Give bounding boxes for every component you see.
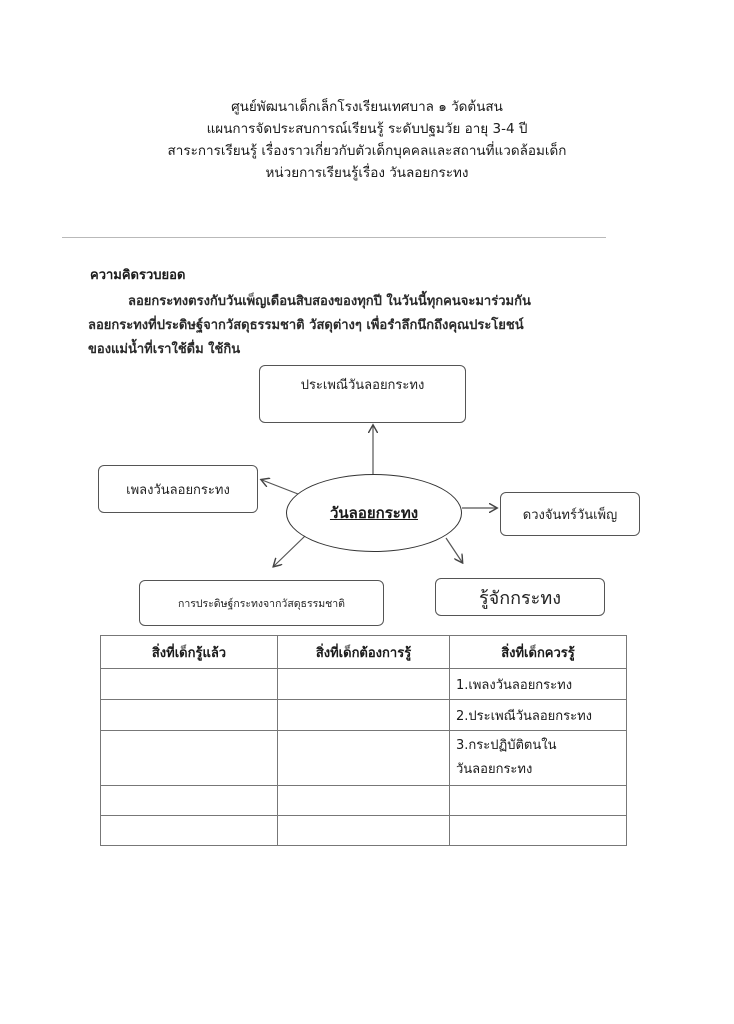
table-row <box>101 669 627 700</box>
mindmap-node-left <box>98 465 258 513</box>
table-cell <box>101 669 278 700</box>
header-line-4: หน่วยการเรียนรู้เรื่อง วันลอยกระทง <box>265 165 469 181</box>
arrow-left <box>262 480 298 494</box>
mindmap-node-bottom-right <box>435 578 605 616</box>
header-line-1: ศูนย์พัฒนาเด็กเล็กโรงเรียนเทศบาล ๑ วัดต้นสน <box>231 99 503 115</box>
table-cell <box>101 700 278 731</box>
table-row <box>101 786 627 816</box>
table-cell <box>101 816 278 846</box>
table-cell <box>278 700 450 731</box>
header-line-3: สาระการเรียนรู้ เรื่องราวเกี่ยวกับตัวเด็กบุคคลและสถานที่แวดล้อมเด็ก <box>167 143 567 159</box>
table-cell: 1.เพลงวันลอยกระทง <box>450 669 627 700</box>
should-know-3-line-2: วันลอยกระทง <box>456 762 533 777</box>
header-should-know: สิ่งที่เด็กควรรู้ <box>450 636 627 669</box>
table-cell <box>101 731 278 786</box>
table-cell <box>450 786 627 816</box>
mindmap-node-left-label: เพลงวันลอยกระทง <box>126 482 230 498</box>
mindmap-node-right <box>500 492 640 536</box>
table-header-row <box>101 636 627 669</box>
table-row <box>101 816 627 846</box>
table-row <box>101 700 627 731</box>
should-know-3-line-1: 3.กระปฏิบัติตนใน <box>456 738 557 753</box>
table-cell <box>101 786 278 816</box>
mindmap-center <box>286 474 462 552</box>
table-cell <box>450 816 627 846</box>
header-want-to-know: สิ่งที่เด็กต้องการรู้ <box>278 636 450 669</box>
kwl-table <box>100 635 627 846</box>
concept-line-1: ลอยกระทงตรงกับวันเพ็ญเดือนสิบสองของทุกปี ในวันนี้ทุกคนจะมาร่วมกัน <box>128 294 531 309</box>
concept-title: ความคิดรวบยอด <box>90 268 186 283</box>
mindmap-node-top <box>259 365 466 423</box>
arrow-bottom-left <box>274 536 305 566</box>
header-known: สิ่งที่เด็กรู้แล้ว <box>101 636 278 669</box>
table-cell <box>278 669 450 700</box>
mindmap-center-label: วันลอยกระทง <box>329 504 419 522</box>
concept-line-2: ลอยกระทงที่ประดิษฐ์จากวัสดุธรรมชาติ วัสดุต่างๆ เพื่อรำลึกนึกถึงคุณประโยชน์ <box>88 318 524 333</box>
mindmap-node-right-label: ดวงจันทร์วันเพ็ญ <box>522 507 618 523</box>
table-cell <box>450 731 627 786</box>
arrow-bottom-right <box>446 538 462 562</box>
mindmap-node-top-label: ประเพณีวันลอยกระทง <box>300 378 425 393</box>
mindmap-node-bottom-left-label: การประดิษฐ์กระทงจากวัสดุธรรมชาติ <box>177 597 346 610</box>
mindmap-node-bottom-right-label: รู้จักกระทง <box>478 587 561 609</box>
header-line-2: แผนการจัดประสบการณ์เรียนรู้ ระดับปฐมวัย อายุ 3-4 ปี <box>206 121 528 137</box>
table-row <box>101 731 627 786</box>
mindmap-node-bottom-left <box>139 580 384 626</box>
table-cell <box>278 786 450 816</box>
concept-line-3: ของแม่น้ำที่เราใช้ดื่ม ใช้กิน <box>88 342 241 357</box>
table-cell: 2.ประเพณีวันลอยกระทง <box>450 700 627 731</box>
table-cell <box>278 731 450 786</box>
table-cell <box>278 816 450 846</box>
